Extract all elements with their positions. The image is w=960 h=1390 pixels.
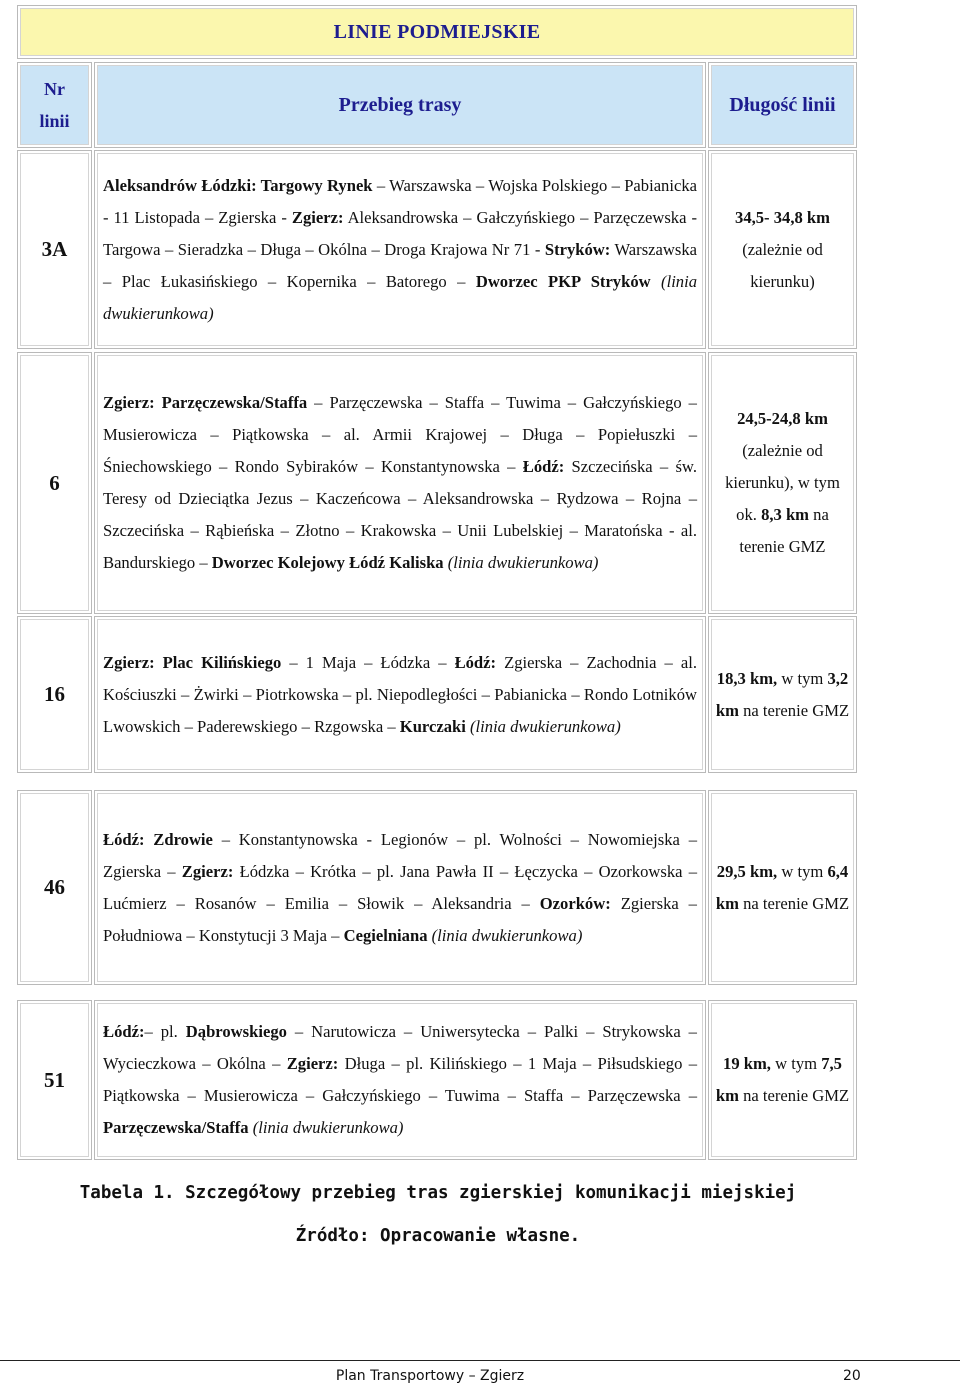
table-caption: Tabela 1. Szczegółowy przebieg tras zgierskiej komunikacji miejskiej	[79, 1183, 797, 1203]
header-nr-label: Nr	[44, 79, 65, 99]
text-segment: Cegielniana	[343, 925, 428, 945]
text-segment: Łódź: Zdrowie	[103, 829, 213, 849]
length-cell	[708, 1000, 857, 1160]
text-segment: – Konstantynowska - Legionów – pl. Wolności – Nowomiejska – Zgierska –	[103, 829, 697, 881]
route-text	[103, 387, 697, 579]
route-cell	[94, 616, 706, 773]
text-segment: Dworzec PKP Stryków	[475, 271, 651, 291]
text-segment: – Parzęczewska – Staffa – Tuwima – Gałczyńskiego – Musierowicza – Piątkowska – al. Armii Krajowej – Długa – Popiełuszki – Śniechowskiego – Rondo Sybiraków – Konstantynowska –	[103, 393, 697, 476]
text-segment: – pl.	[144, 1022, 186, 1041]
text-segment: na terenie GMZ	[738, 893, 850, 913]
text-segment: Aleksandrów Łódzki: Targowy Rynek	[103, 175, 373, 195]
text-segment: (linia dwukierunkowa)	[427, 925, 583, 945]
length-text	[713, 403, 852, 563]
text-segment: 7,5 km	[715, 1054, 842, 1105]
text-segment: Zgierska – Zachodnia – al. Kościuszki – Żwirki – Piotrkowska – pl. Niepodległości – Pabianicka – Rondo Lotników Lwowskich – Paderewskiego – Rzgowska –	[103, 652, 697, 736]
footer-title: Plan Transportowy – Zgierz	[335, 1368, 525, 1384]
line-number-cell: 6	[17, 352, 92, 614]
text-segment: (linia dwukierunkowa)	[248, 1118, 404, 1137]
route-cell	[94, 1000, 706, 1160]
text-segment: Szczecińska – św. Teresy od Dzieciątka Jezus – Kaczeńcowa – Aleksandrowska – Rydzowa – Rojna – Szczecińska – Rąbieńska – Złotno – Krakowska – Unii Lubelskiej – Maratońska - al. Bandurskiego –	[103, 457, 697, 572]
text-segment: Zgierz:	[286, 1054, 339, 1073]
route-cell	[94, 352, 706, 614]
text-segment: w tym	[770, 1054, 822, 1073]
page-number: 20	[843, 1368, 861, 1384]
text-segment: 3,2 km	[715, 668, 849, 720]
line-number-cell: 46	[17, 790, 92, 985]
route-cell	[94, 790, 706, 985]
text-segment: Zgierz:	[181, 861, 234, 881]
text-segment: (linia dwukierunkowa)	[103, 271, 698, 323]
length-text	[713, 1048, 852, 1112]
text-segment: Łódź:	[454, 652, 497, 672]
text-segment: Zgierska – Południowa – Konstytucji 3 Maja –	[103, 893, 697, 945]
source-note: Źródło: Opracowanie własne.	[295, 1226, 581, 1246]
text-segment: 6,4 km	[715, 861, 849, 913]
text-segment: 29,5 km,	[716, 861, 778, 881]
text-segment: (linia dwukierunkowa)	[443, 553, 599, 572]
text-segment: – Warszawska – Wojska Polskiego – Pabianicka - 11 Listopada – Zgierska -	[103, 175, 697, 227]
text-segment: Kurczaki	[399, 716, 466, 736]
text-segment: Zgierz:	[291, 207, 344, 227]
text-segment: na terenie GMZ	[738, 700, 850, 720]
text-segment: 24,5-24,8 km	[737, 409, 828, 428]
text-segment: Łódzka – Krótka – pl. Jana Pawła II – Łęczycka – Ozorkowska – Lućmierz – Rosanów – Emilia – Słowik – Aleksandria –	[103, 861, 697, 913]
text-segment: Warszawska – Plac Łukasińskiego – Kopernika – Batorego –	[103, 239, 697, 291]
header-length: Długość linii	[708, 62, 857, 148]
length-text	[713, 202, 852, 298]
table-title: LINIE PODMIEJSKIE	[17, 5, 857, 59]
text-segment: 8,3 km	[761, 505, 810, 524]
route-text	[103, 170, 697, 330]
length-cell	[708, 150, 857, 349]
length-cell	[708, 616, 857, 773]
header-line-number	[17, 62, 92, 148]
text-segment: Zgierz: Plac Kilińskiego	[103, 652, 282, 672]
text-segment: 19 km,	[723, 1054, 771, 1073]
text-segment: w tym	[777, 668, 828, 688]
text-segment: Ozorków:	[539, 893, 611, 913]
text-segment: Dworzec Kolejowy Łódź Kaliska	[211, 553, 444, 572]
text-segment: na terenie GMZ	[739, 505, 829, 556]
text-segment: (zależnie od kierunku)	[742, 239, 823, 291]
length-cell	[708, 352, 857, 614]
text-segment: (linia dwukierunkowa)	[465, 716, 621, 736]
line-number-cell: 51	[17, 1000, 92, 1160]
text-segment: Stryków:	[544, 239, 611, 259]
header-linii-label: linii	[39, 111, 70, 131]
length-cell	[708, 790, 857, 985]
text-segment: Łódź:	[103, 1022, 145, 1041]
text-segment: Zgierz: Parzęczewska/Staffa	[103, 393, 308, 412]
text-segment: Parzęczewska/Staffa	[103, 1118, 249, 1137]
line-number-cell: 3A	[17, 150, 92, 349]
text-segment: – 1 Maja – Łódzka –	[281, 652, 455, 672]
text-segment: (zależnie od kierunku), w tym ok.	[725, 441, 840, 524]
text-segment: 18,3 km,	[716, 668, 778, 688]
length-text	[713, 663, 852, 727]
text-segment: – Narutowicza – Uniwersytecka – Palki – Strykowska – Wycieczkowa – Okólna –	[103, 1022, 697, 1073]
route-text	[103, 647, 697, 743]
text-segment: 34,5- 34,8 km	[735, 207, 830, 227]
text-segment: na terenie GMZ	[738, 1086, 850, 1105]
footer-divider	[0, 1360, 960, 1361]
route-text	[103, 824, 697, 952]
text-segment: Aleksandrowska – Gałczyńskiego – Parzęczewska - Targowa – Sieradzka – Długa – Okólna – Droga Krajowa Nr 71 -	[103, 207, 697, 259]
text-segment: Długa – pl. Kilińskiego – 1 Maja – Piłsudskiego – Piątkowska – Musierowicza – Gałczyńskiego – Tuwima – Staffa – Parzęczewska –	[103, 1054, 698, 1105]
length-text	[713, 856, 852, 920]
text-segment: Dąbrowskiego	[185, 1022, 287, 1041]
route-cell	[94, 150, 706, 349]
text-segment: w tym	[777, 861, 828, 881]
header-route: Przebieg trasy	[94, 62, 706, 148]
text-segment: Łódź:	[522, 457, 565, 476]
line-number-cell: 16	[17, 616, 92, 773]
route-text	[103, 1016, 697, 1144]
